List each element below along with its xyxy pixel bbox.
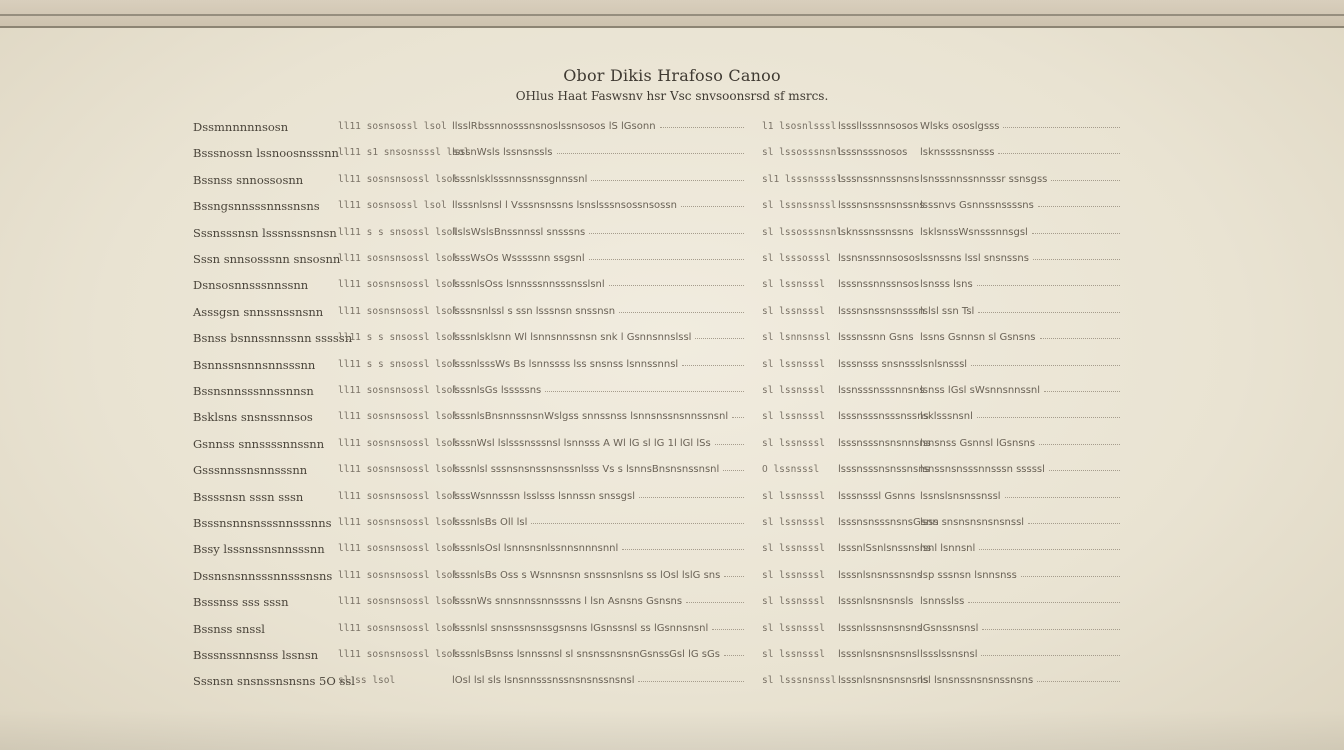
row-type: lsssnssnnssnsns bbox=[838, 173, 920, 185]
row-note: lsnnsslss bbox=[920, 596, 965, 608]
dot-leader bbox=[686, 602, 744, 603]
dot-leader bbox=[1037, 681, 1120, 682]
row-note: lsnsss lsns bbox=[920, 279, 973, 291]
row-description: llsslRbssnnosssnsnoslssnsosos lS lGsonn bbox=[452, 121, 656, 132]
row-note: lssslssnsnsl bbox=[920, 649, 978, 660]
row-code: ll11 sosnsnsossl lsol bbox=[338, 517, 459, 528]
row-description: lsssnlsl snsnssnsnssgsnsns lGsnssnsl ss lGsnnsnsnl bbox=[452, 622, 709, 634]
dot-leader bbox=[712, 629, 744, 630]
row-reference: sl lssnsssl bbox=[762, 569, 825, 581]
row-description: lOsl lsl sls lsnsnnsssnssnsnsnssnsnsl bbox=[452, 675, 635, 687]
row-reference: sl lssnsssl bbox=[762, 358, 825, 370]
row-name: Bsnnssnsnnsnnsssnn bbox=[193, 357, 316, 372]
dot-leader bbox=[1003, 127, 1120, 128]
dot-leader bbox=[732, 417, 744, 418]
table-row bbox=[0, 114, 1344, 140]
table-row bbox=[0, 668, 1344, 694]
table-row bbox=[0, 325, 1344, 351]
row-note: lsnssnsnsssnnsssn sssssl bbox=[920, 464, 1045, 476]
table-row bbox=[0, 167, 1344, 193]
row-note: lsss snsnsnsnsnsnssl bbox=[920, 517, 1025, 528]
dot-leader bbox=[660, 127, 744, 128]
table-row bbox=[0, 431, 1344, 457]
table-row bbox=[0, 299, 1344, 325]
dot-leader bbox=[531, 523, 744, 524]
row-type: lsssnlsnsnsnsls bbox=[838, 596, 914, 608]
top-frame-line bbox=[0, 14, 1344, 16]
row-name: Bsssnsnnsnsssnnsssnns bbox=[193, 516, 332, 530]
row-note: lslsl ssn Tsl bbox=[920, 305, 975, 317]
dot-leader bbox=[1040, 338, 1120, 339]
row-name: Bsklsns snsnssnnsos bbox=[193, 410, 313, 425]
row-reference: sl lssnsssl bbox=[762, 543, 825, 555]
row-reference: sl lssnsssl bbox=[762, 305, 825, 317]
row-code: ll11 sosnsnsossl lsol bbox=[338, 173, 459, 185]
row-type: lsssnlsnsnsnsnsl bbox=[838, 649, 920, 660]
row-code: ll11 s1 snsosnsssl lsol bbox=[338, 147, 470, 159]
row-note: lsssnvs Gsnnssnssssns bbox=[920, 200, 1034, 212]
row-description: lsssnlsl sssnsnsnssnsnssnlsss Vs s lsnnsBnsnsnssnsnl bbox=[452, 464, 720, 476]
dot-leader bbox=[978, 312, 1120, 313]
dot-leader bbox=[622, 549, 744, 550]
table-row bbox=[0, 510, 1344, 536]
row-reference: sl lssnsssl bbox=[762, 517, 825, 528]
table-row bbox=[0, 404, 1344, 430]
row-note: lssnssns lssl snsnssns bbox=[920, 253, 1029, 264]
row-name: Bssnsnnsssnnssnnsn bbox=[193, 384, 314, 398]
table-row bbox=[0, 220, 1344, 246]
row-name: Dssmnnnnnsosn bbox=[193, 120, 289, 134]
row-type: lssnsssnsssnnsns bbox=[838, 385, 925, 396]
row-reference: sl lsssnsnssl bbox=[762, 675, 837, 687]
row-code: ll11 sosnsnsossl lsol bbox=[338, 649, 459, 660]
row-type: lsssnsssnsnsnnsns bbox=[838, 437, 931, 449]
dot-leader bbox=[1033, 259, 1120, 260]
row-type: lsssnsssl Gsnns bbox=[838, 490, 916, 502]
row-note: lGsnssnsnsl bbox=[920, 622, 979, 634]
row-type: lsssnlssnsnsnsns bbox=[838, 622, 923, 634]
row-reference: sl lssnsssl bbox=[762, 411, 825, 423]
row-name: Bssy lsssnssnsnnsssnn bbox=[193, 542, 325, 557]
row-reference: sl lssosssnsnl bbox=[762, 147, 843, 159]
dot-leader bbox=[1028, 523, 1120, 524]
row-type: lsssnlsnsnssnsns bbox=[838, 569, 923, 581]
dot-leader bbox=[1039, 444, 1120, 445]
row-code: ll11 sosnsossl lsol bbox=[338, 121, 447, 132]
dot-leader bbox=[557, 153, 744, 154]
row-code: ll11 sosnsnsossl lsol bbox=[338, 253, 459, 264]
row-description: lsssnlsklsnn Wl lsnnsnnssnsn snk l Gsnnsnnslssl bbox=[452, 332, 692, 344]
row-note: lsknssssnsnsss bbox=[920, 147, 995, 159]
table-row bbox=[0, 140, 1344, 166]
document-title: Obor Dikis Hrafoso Canoo bbox=[563, 66, 781, 85]
row-code: ll11 s s snsossl lsol bbox=[338, 358, 459, 370]
row-type: lsssnsnssnsnssns bbox=[838, 200, 925, 212]
row-reference: sl lssnsssl bbox=[762, 490, 825, 502]
row-note: lssnslsnsnssnssl bbox=[920, 490, 1001, 502]
dot-leader bbox=[977, 285, 1120, 286]
row-name: Bssnss snssl bbox=[193, 621, 265, 636]
row-description: lsssnlsOss lsnnsssnnsssnsslsnl bbox=[452, 279, 605, 291]
row-name: Gsssnnssnsnnsssnn bbox=[193, 463, 308, 478]
row-code: ll11 sosnsnsossl lsol bbox=[338, 490, 459, 502]
row-name: Sssn snnsosssnn snsosnn bbox=[193, 252, 341, 266]
dot-leader bbox=[981, 655, 1120, 656]
row-description: lsssnWsls lssnsnssls bbox=[452, 147, 553, 159]
row-description: llslsWslsBnssnnssl snsssns bbox=[452, 226, 586, 238]
dot-leader bbox=[682, 365, 744, 366]
dot-leader bbox=[1032, 233, 1120, 234]
table-row bbox=[0, 378, 1344, 404]
row-code: ll11 sosnsnsossl lsol bbox=[338, 411, 459, 423]
dot-leader bbox=[1021, 576, 1120, 577]
row-name: Bssssnsn sssn sssn bbox=[193, 489, 304, 504]
table-row bbox=[0, 352, 1344, 378]
document-subtitle: OHlus Haat Faswsnv hsr Vsc snvsoonsrsd sf msrcs. bbox=[515, 89, 829, 103]
row-type: lsssnsssnosos bbox=[838, 147, 908, 159]
row-description: llsssnlsnsl l Vsssnsnssns lsnslsssnsossnsossn bbox=[452, 200, 677, 212]
row-note: lsp sssnsn lsnnsnss bbox=[920, 569, 1017, 581]
row-code: ll11 sosnsossl lsol bbox=[338, 200, 447, 212]
row-type: lsssllsssnnsosos bbox=[838, 121, 919, 132]
row-description: lsssnWsl lslsssnsssnsl lsnnsss A Wl lG sl lG 1l lGl lSs bbox=[452, 437, 711, 449]
row-name: Sssnsssnsn lsssnssnsnsn bbox=[193, 225, 337, 240]
row-reference: sl lssnsssl bbox=[762, 279, 825, 291]
dot-leader bbox=[639, 497, 744, 498]
table-row bbox=[0, 457, 1344, 483]
dot-leader bbox=[982, 629, 1120, 630]
row-note: lsnlsnsssl bbox=[920, 358, 968, 370]
row-note: lsklsnssWsnsssnnsgsl bbox=[920, 226, 1028, 238]
dot-leader bbox=[968, 602, 1120, 603]
row-code: ll11 sosnsnsossl lsol bbox=[338, 464, 459, 476]
row-type: lsssnssnn Gsns bbox=[838, 332, 914, 344]
row-note: lsnsnss Gsnnsl lGsnsns bbox=[920, 437, 1036, 449]
row-note: lsnss lGsl sWsnnsnnssnl bbox=[920, 385, 1041, 396]
row-note: lsklsssnsnl bbox=[920, 411, 973, 423]
row-name: Dsnsosnnsssnnssnn bbox=[193, 278, 309, 293]
dot-leader bbox=[715, 444, 744, 445]
row-description: lsssnsnlssl s ssn lsssnsn snssnsn bbox=[452, 305, 616, 317]
row-description: lsssnlsBnsnnssnsnWslgss snnssnss lsnnsnssnsnnssnsnl bbox=[452, 411, 729, 423]
table-row bbox=[0, 246, 1344, 272]
dot-leader bbox=[724, 655, 744, 656]
table-row bbox=[0, 193, 1344, 219]
row-type: lsssnsnssnsnsssn bbox=[838, 305, 925, 317]
row-name: Gsnnss snnssssnnssnn bbox=[193, 436, 325, 451]
bottom-edge-shadow bbox=[0, 710, 1344, 750]
row-code: ll11 sosnsnsossl lsol bbox=[338, 305, 459, 317]
row-name: Asssgsn snnssnssnsnn bbox=[193, 304, 324, 319]
row-name: Bsssnossn lssnoosnsssnn bbox=[193, 146, 339, 161]
dot-leader bbox=[1049, 470, 1120, 471]
row-type: lssnsnssnnsosos bbox=[838, 253, 921, 264]
row-code: ll11 sosnsnsossl lsol bbox=[338, 279, 459, 291]
dot-leader bbox=[724, 576, 744, 577]
row-description: lsssnlsOsl lsnnsnsnlssnnsnnnsnnl bbox=[452, 543, 619, 555]
row-name: Sssnsn snsnssnsnsns 5O ssl bbox=[193, 674, 355, 689]
dot-leader bbox=[971, 365, 1120, 366]
row-reference: sl lssnsssl bbox=[762, 622, 825, 634]
row-name: Bsssnssnnsnss lssnsn bbox=[193, 648, 319, 662]
table-row bbox=[0, 642, 1344, 668]
dot-leader bbox=[591, 180, 744, 181]
dot-leader bbox=[589, 233, 744, 234]
row-code: ll11 sosnsnsossl lsol bbox=[338, 385, 459, 396]
dot-leader bbox=[723, 470, 744, 471]
dot-leader bbox=[977, 417, 1120, 418]
row-type: lsssnlSsnlsnssnsns bbox=[838, 543, 932, 555]
table-row bbox=[0, 589, 1344, 615]
row-reference: sl lssnssnssl bbox=[762, 200, 837, 212]
row-code: ll11 sosnsnsossl lsol bbox=[338, 437, 459, 449]
row-name: Dssnsnsnnsssnnsssnsns bbox=[193, 568, 333, 583]
row-type: lsssnsnsssnsnsGsnn bbox=[838, 517, 939, 528]
row-type: lsssnsssnsnssnsns bbox=[838, 464, 930, 476]
dot-leader bbox=[1038, 206, 1120, 207]
row-type: lsssnsss snsnsss bbox=[838, 358, 921, 370]
row-name: Bssnss snnossosnn bbox=[193, 172, 304, 187]
dot-leader bbox=[545, 391, 744, 392]
row-description: lsssWsOs Wsssssnn ssgsnl bbox=[452, 253, 585, 264]
row-description: lsssnlsGs lsssssns bbox=[452, 385, 542, 396]
row-reference: sl lsssosssl bbox=[762, 253, 831, 264]
row-note: lssns Gsnnsn sl Gsnsns bbox=[920, 332, 1036, 344]
row-name: Bssngsnnsssnnssnsns bbox=[193, 199, 320, 214]
row-description: lsssWsnnsssn lsslsss lsnnssn snssgsl bbox=[452, 490, 636, 502]
row-name: Bsnss bsnnssnnssnn sssssn bbox=[193, 331, 353, 346]
dot-leader bbox=[979, 549, 1120, 550]
row-reference: sl lssnsssl bbox=[762, 437, 825, 449]
row-note: lsnsssnnssnnsssr ssnsgss bbox=[920, 173, 1048, 185]
table-row bbox=[0, 563, 1344, 589]
table-row bbox=[0, 616, 1344, 642]
row-code: ll11 sosnsnsossl lsol bbox=[338, 543, 459, 555]
row-reference: O lssnsssl bbox=[762, 464, 820, 476]
row-note: lsl lsnsnssnsnsnssnsns bbox=[920, 675, 1034, 687]
dot-leader bbox=[589, 259, 744, 260]
dot-leader bbox=[1005, 497, 1120, 498]
row-reference: sl lssnsssl bbox=[762, 596, 825, 608]
row-type: lsssnssnnssnsos bbox=[838, 279, 920, 291]
row-type: lsknssnssnssns bbox=[838, 226, 914, 238]
dot-leader bbox=[1051, 180, 1120, 181]
row-description: lsssnlsBsnss lsnnssnsl sl snsnssnsnsnGsnssGsl lG sGs bbox=[452, 649, 720, 660]
dot-leader bbox=[695, 338, 744, 339]
row-code: ll11 sosnsnsossl lsol bbox=[338, 596, 459, 608]
dot-leader bbox=[638, 681, 744, 682]
row-reference: sl lssnsssl bbox=[762, 649, 825, 660]
dot-leader bbox=[609, 285, 744, 286]
table-row bbox=[0, 536, 1344, 562]
dot-leader bbox=[998, 153, 1120, 154]
row-description: lsssnlsklsssnnssnssgnnssnl bbox=[452, 173, 588, 185]
row-reference: sl lsnnsnssl bbox=[762, 332, 831, 344]
row-name: Bsssnss sss sssn bbox=[193, 595, 289, 610]
row-description: lsssnlsBs Oll lsl bbox=[452, 517, 528, 528]
row-code: ll11 sosnsnsossl lsol bbox=[338, 622, 459, 634]
row-reference: sl lssosssnsnl bbox=[762, 226, 843, 238]
row-description: lsssnlsssWs Bs lsnnssss lss snsnss lsnnssnnsl bbox=[452, 358, 679, 370]
row-type: lsssnlsnsnsnsnsns bbox=[838, 675, 929, 687]
dot-leader bbox=[619, 312, 744, 313]
row-code: ll11 sosnsnsossl lsol bbox=[338, 569, 459, 581]
row-reference: l1 lsosnlsssl bbox=[762, 121, 837, 132]
row-note: Wlsks ososlgsss bbox=[920, 121, 1000, 132]
row-code: ll11 s s snsossl lsol bbox=[338, 226, 459, 238]
row-code: ll11 s s snsossl lsol bbox=[338, 332, 459, 344]
table-row bbox=[0, 272, 1344, 298]
row-description: lsssnlsBs Oss s Wsnnsnsn snssnsnlsns ss lOsl lslG sns bbox=[452, 569, 721, 581]
dot-leader bbox=[1044, 391, 1120, 392]
top-frame-edge bbox=[0, 0, 1344, 28]
dot-leader bbox=[681, 206, 744, 207]
row-type: lsssnsssnsssnssns bbox=[838, 411, 929, 423]
row-note: lsnl lsnnsnl bbox=[920, 543, 976, 555]
table-row bbox=[0, 484, 1344, 510]
row-reference: sl lssnsssl bbox=[762, 385, 825, 396]
row-description: lsssnWs snnsnnssnnsssns l lsn Asnsns Gsnsns bbox=[452, 596, 683, 608]
row-reference: sl1 lsssnssssl bbox=[762, 173, 843, 185]
row-code: sl ss lsol bbox=[338, 675, 396, 687]
